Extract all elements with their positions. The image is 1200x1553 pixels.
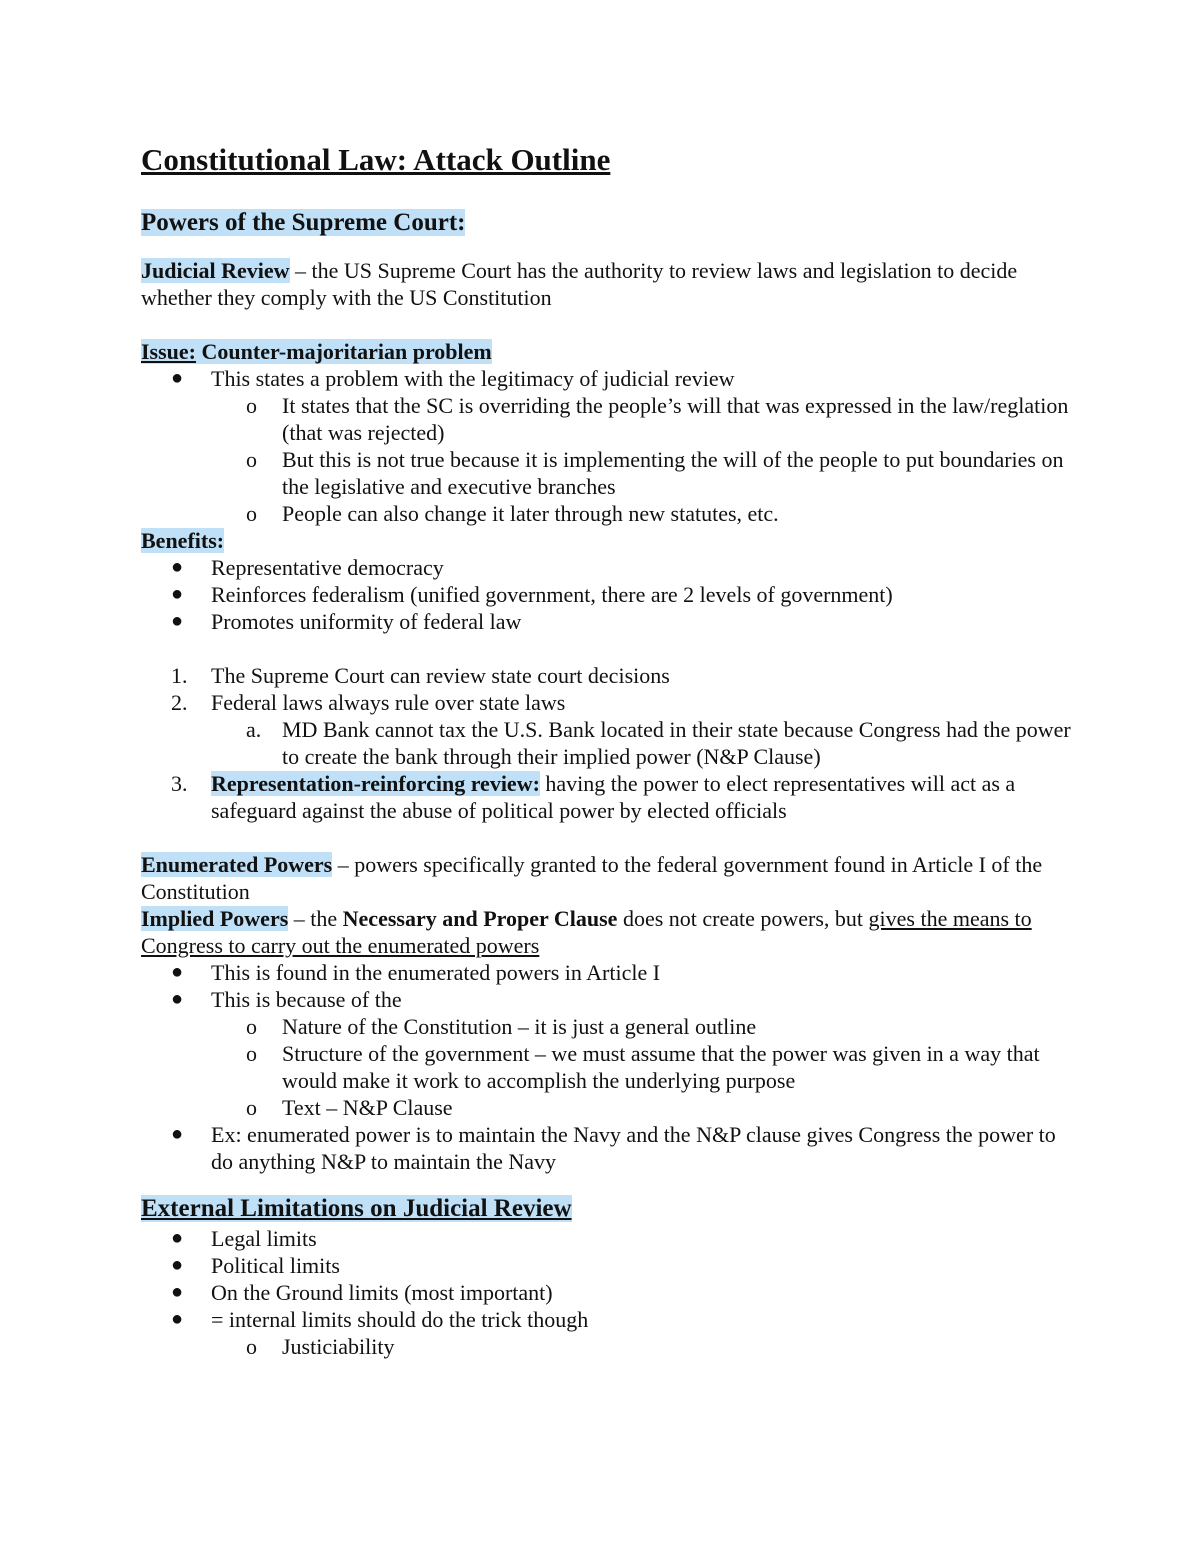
list-item (141, 1306, 1071, 1333)
bullet-icon: ● (171, 610, 184, 632)
implied-underlined-text: gives the means to Congress to carry out the enumerated powers (141, 906, 1032, 958)
bullet-icon: ● (171, 1123, 184, 1145)
necessary-proper-clause: Necessary and Proper Clause (342, 906, 618, 931)
list-item-text: Structure of the government – we must assume that the power was given in a way that would make it work to accomplish the underlying purpose (282, 1041, 1040, 1093)
implied-text-2: does not create powers, but (617, 906, 869, 931)
list-item (141, 770, 1071, 824)
list-item-text: On the Ground limits (most important) (211, 1280, 553, 1305)
document-page (141, 140, 1071, 1360)
judicial-review-term: Judicial Review (141, 258, 290, 283)
list-item-text: having the power to elect representatives will act as a safeguard against the abuse of political power by elected officials (211, 771, 1016, 823)
sub-bullet-icon: o (246, 447, 257, 472)
list-number: 1. (171, 663, 188, 688)
bullet-icon: ● (171, 988, 184, 1010)
list-item-text: This states a problem with the legitimacy of judicial review (211, 366, 735, 391)
bullet-icon: ● (171, 556, 184, 578)
bullet-icon: ● (171, 1254, 184, 1276)
list-item-text: Federal laws always rule over state laws (211, 690, 566, 715)
list-item-text: Representative democracy (211, 555, 444, 580)
representation-term: Representation-reinforcing review: (211, 771, 540, 796)
judicial-review-paragraph (141, 257, 1071, 311)
list-item (141, 689, 1071, 716)
list-item (141, 1333, 1071, 1360)
issue-heading (141, 338, 1071, 365)
list-item-text: This is because of the (211, 987, 402, 1012)
external-heading: External Limitations on Judicial Review (141, 1195, 572, 1222)
enumerated-powers-paragraph (141, 851, 1071, 905)
issue-list (141, 365, 1071, 527)
list-item-text: But this is not true because it is implementing the will of the people to put boundaries on the legislative and executive branches (282, 447, 1064, 499)
list-item (141, 662, 1071, 689)
list-item (141, 365, 1071, 392)
sub-bullet-icon: o (246, 393, 257, 418)
list-item (141, 1279, 1071, 1306)
list-item (141, 716, 1071, 770)
list-item (141, 1013, 1071, 1040)
list-item (141, 959, 1071, 986)
sub-bullet-icon: o (246, 1334, 257, 1359)
list-item-text: Political limits (211, 1253, 340, 1278)
issue-title: Counter-majoritarian problem (196, 339, 492, 364)
bullet-icon: ● (171, 1308, 184, 1330)
list-item (141, 1040, 1071, 1094)
sub-bullet-icon: o (246, 1014, 257, 1039)
implied-list (141, 959, 1071, 1175)
implied-text-1: – the (288, 906, 343, 931)
sub-bullet-icon: o (246, 1041, 257, 1066)
list-item-text: Text – N&P Clause (282, 1095, 453, 1120)
external-list (141, 1225, 1071, 1360)
list-item (141, 1094, 1071, 1121)
list-item-text: MD Bank cannot tax the U.S. Bank located in their state because Congress had the power to create the bank through their implied power (N&P Clause) (282, 717, 1071, 769)
list-item (141, 392, 1071, 446)
list-item-text: This is found in the enumerated powers in Article I (211, 960, 661, 985)
list-item (141, 608, 1071, 635)
list-item-text: = internal limits should do the trick though (211, 1307, 589, 1332)
benefits-heading (141, 527, 1071, 554)
list-letter: a. (246, 717, 262, 742)
benefits-list (141, 554, 1071, 635)
list-item-text: Legal limits (211, 1226, 317, 1251)
list-item (141, 986, 1071, 1013)
numbered-list (141, 662, 1071, 824)
list-item-text: Nature of the Constitution – it is just a general outline (282, 1014, 757, 1039)
bullet-icon: ● (171, 1227, 184, 1249)
section-heading-powers (141, 207, 1071, 239)
powers-heading: Powers of the Supreme Court: (141, 209, 466, 236)
list-item-text: People can also change it later through new statutes, etc. (282, 501, 779, 526)
list-item (141, 1225, 1071, 1252)
list-item-text: Reinforces federalism (unified government, there are 2 levels of government) (211, 582, 893, 607)
bullet-icon: ● (171, 1281, 184, 1303)
list-number: 3. (171, 771, 188, 796)
judicial-review-text: – the US Supreme Court has the authority to review laws and legislation to decide whether they comply with the US Constitution (141, 258, 1018, 310)
bullet-icon: ● (171, 961, 184, 983)
sub-bullet-icon: o (246, 501, 257, 526)
implied-powers-term: Implied Powers (141, 906, 289, 931)
list-item-text: It states that the SC is overriding the people’s will that was expressed in the law/reglation (that was rejected) (282, 393, 1069, 445)
list-item (141, 500, 1071, 527)
sub-bullet-icon: o (246, 1095, 257, 1120)
benefits-label: Benefits: (141, 528, 225, 553)
list-item (141, 1252, 1071, 1279)
list-item (141, 1121, 1071, 1175)
document-title: Constitutional Law: Attack Outline (141, 142, 611, 177)
implied-powers-paragraph (141, 905, 1071, 959)
list-item-text: Promotes uniformity of federal law (211, 609, 522, 634)
list-item (141, 554, 1071, 581)
list-item-text: Ex: enumerated power is to maintain the Navy and the N&P clause gives Congress the power to do anything N&P to maintain the Navy (211, 1122, 1056, 1174)
list-item-text: The Supreme Court can review state court decisions (211, 663, 670, 688)
bullet-icon: ● (171, 367, 184, 389)
list-item (141, 581, 1071, 608)
enumerated-powers-term: Enumerated Powers (141, 852, 333, 877)
list-number: 2. (171, 690, 188, 715)
enumerated-powers-text: – powers specifically granted to the federal government found in Article I of the Constitution (141, 852, 1043, 904)
section-heading-external (141, 1193, 1071, 1225)
issue-label: Issue: (141, 339, 197, 364)
bullet-icon: ● (171, 583, 184, 605)
list-item-text: Justiciability (282, 1334, 395, 1359)
list-item (141, 446, 1071, 500)
